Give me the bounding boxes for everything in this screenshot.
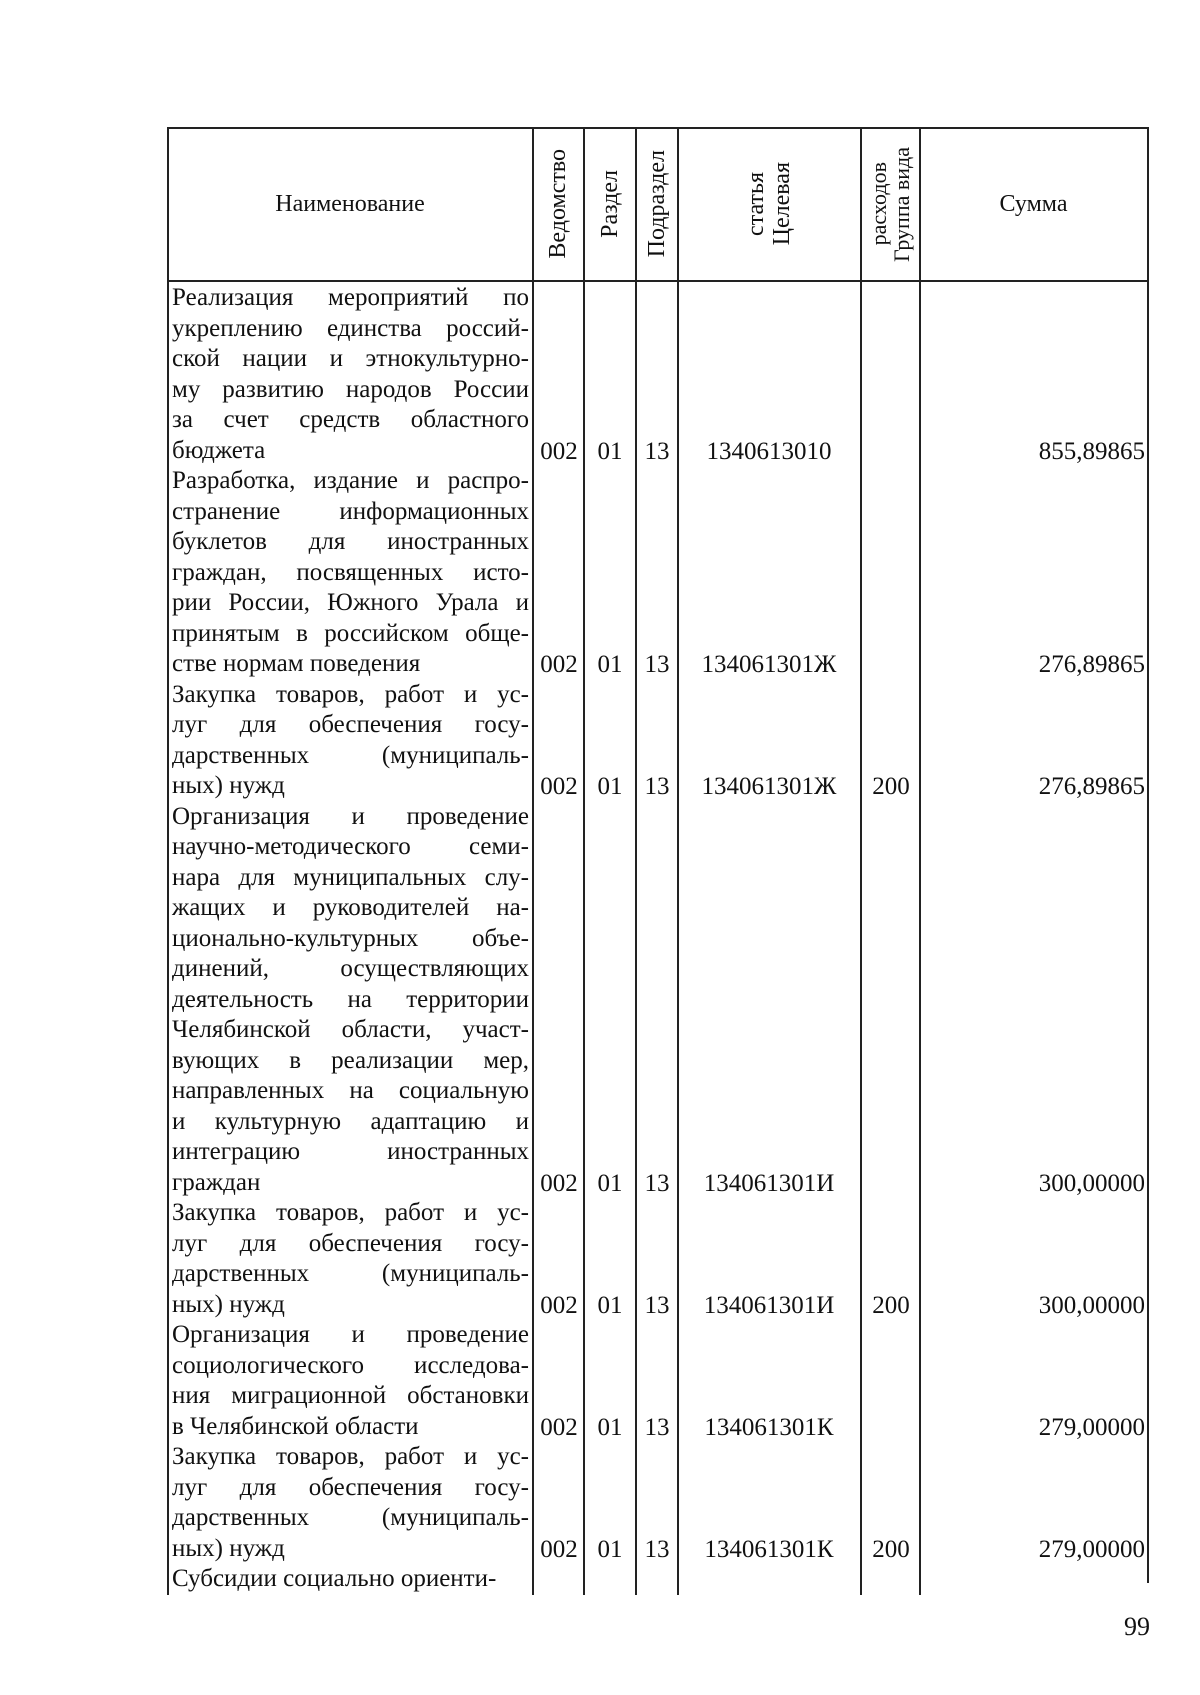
row-summa: 279,00000 bbox=[1038, 1535, 1145, 1563]
header-summa bbox=[920, 128, 1147, 280]
col-border bbox=[860, 127, 862, 1595]
row-name-line: Закупка товаров, работ и ус- bbox=[172, 680, 529, 708]
row-celevaya-statya: 134061301Ж bbox=[701, 773, 837, 800]
col-border bbox=[919, 127, 921, 1595]
row-summa: 300,00000 bbox=[1038, 1169, 1145, 1197]
header-gruppa-line2: расходов bbox=[866, 162, 891, 246]
row-name-line: Организация и проведение bbox=[172, 802, 529, 830]
header-celevaya-line1: Целевая bbox=[769, 162, 795, 246]
row-name-line: ния миграционной обстановки bbox=[172, 1382, 529, 1409]
row-name-line: социологического исследова- bbox=[172, 1351, 529, 1379]
header-name bbox=[168, 128, 532, 280]
row-vedomstvo: 002 bbox=[540, 437, 578, 465]
header-razdel-label: Раздел bbox=[596, 170, 623, 238]
row-name bbox=[172, 802, 529, 1199]
row-name-line: луг для обеспечения госу- bbox=[172, 711, 529, 738]
header-podrazdel bbox=[636, 128, 677, 280]
row-summa: 300,00000 bbox=[1038, 1291, 1145, 1319]
row-razdel: 01 bbox=[597, 773, 623, 800]
row-name bbox=[172, 1564, 529, 1595]
row-name-line: принятым в российском обще- bbox=[172, 619, 529, 647]
row-gruppa: 200 bbox=[872, 773, 910, 800]
row-podrazdel: 13 bbox=[644, 1169, 670, 1197]
row-name-line: стве нормам поведения bbox=[172, 650, 421, 677]
row-name-line: направленных на социальную bbox=[172, 1077, 529, 1104]
row-podrazdel: 13 bbox=[644, 651, 670, 678]
row-summa: 276,89865 bbox=[1038, 773, 1145, 800]
row-razdel: 01 bbox=[597, 1413, 623, 1441]
row-name-line: интеграцию иностранных bbox=[172, 1138, 529, 1165]
row-celevaya-statya: 134061301И bbox=[703, 1169, 835, 1197]
row-podrazdel: 13 bbox=[644, 773, 670, 800]
row-vedomstvo: 002 bbox=[540, 773, 578, 800]
row-podrazdel: 13 bbox=[644, 1535, 670, 1563]
row-name bbox=[172, 466, 529, 680]
row-podrazdel: 13 bbox=[644, 1413, 670, 1441]
row-vedomstvo: 002 bbox=[540, 1291, 578, 1319]
row-name-line: ных) нужд bbox=[172, 1290, 285, 1318]
row-name-line: Закупка товаров, работ и ус- bbox=[172, 1199, 529, 1226]
header-gruppa-vida-raskhodov bbox=[861, 128, 919, 280]
row-name-line: жащих и руководителей на- bbox=[172, 894, 529, 921]
row-name-line: бюджета bbox=[172, 436, 266, 464]
row-razdel: 01 bbox=[597, 1535, 623, 1563]
row-name-line: Субсидии социально ориенти- bbox=[172, 1565, 497, 1592]
row-name-line: нара для муниципальных слу- bbox=[172, 863, 529, 891]
col-border bbox=[583, 127, 585, 1595]
row-summa: 279,00000 bbox=[1038, 1413, 1145, 1441]
row-name-line: му развитию народов России bbox=[172, 375, 529, 403]
row-name bbox=[172, 1442, 529, 1564]
row-name-line: ской нации и этнокультурно- bbox=[172, 345, 529, 372]
row-name-line: ционально-культурных объе- bbox=[172, 924, 529, 952]
row-name-line: дарственных (муниципаль- bbox=[172, 741, 529, 769]
row-celevaya-statya: 134061301К bbox=[704, 1413, 834, 1441]
row-vedomstvo: 002 bbox=[540, 1413, 578, 1441]
row-name-line: дарственных (муниципаль- bbox=[172, 1260, 529, 1287]
col-border bbox=[677, 127, 679, 1595]
row-celevaya-statya: 134061301Ж bbox=[701, 651, 837, 678]
row-name-line: научно-методического семи- bbox=[172, 833, 529, 860]
header-bottom-border bbox=[167, 280, 1149, 282]
row-name-line: укреплению единства россий- bbox=[172, 314, 529, 342]
row-razdel: 01 bbox=[597, 1291, 623, 1319]
header-podrazdel-label: Подраздел bbox=[643, 150, 670, 258]
row-name-line: луг для обеспечения госу- bbox=[172, 1473, 529, 1501]
header-razdel bbox=[584, 128, 635, 280]
row-name-line: Реализация мероприятий по bbox=[172, 284, 529, 311]
row-razdel: 01 bbox=[597, 1169, 623, 1197]
row-vedomstvo: 002 bbox=[540, 1169, 578, 1197]
col-border bbox=[1147, 127, 1149, 1583]
row-name-line: ных) нужд bbox=[172, 772, 285, 799]
row-celevaya-statya: 1340613010 bbox=[706, 437, 832, 465]
row-name-line: рии России, Южного Урала и bbox=[172, 589, 529, 616]
row-vedomstvo: 002 bbox=[540, 651, 578, 678]
row-name-line: Организация и проведение bbox=[172, 1321, 529, 1348]
row-celevaya-statya: 134061301И bbox=[703, 1291, 835, 1319]
row-podrazdel: 13 bbox=[644, 1291, 670, 1319]
page-number: 99 bbox=[1124, 1612, 1150, 1641]
row-name-line: буклетов для иностранных bbox=[172, 528, 529, 555]
row-vedomstvo: 002 bbox=[540, 1535, 578, 1563]
header-gruppa-line1: Группа вида bbox=[889, 146, 914, 262]
row-name-line: странение информационных bbox=[172, 497, 529, 525]
row-gruppa: 200 bbox=[872, 1291, 910, 1319]
header-vedomstvo-label: Ведомство bbox=[545, 149, 571, 259]
header-name-label: Наименование bbox=[275, 191, 425, 217]
row-name bbox=[172, 1198, 529, 1320]
row-name bbox=[172, 283, 529, 466]
row-name-line: динений, осуществляющих bbox=[172, 955, 529, 982]
header-celevaya-statya bbox=[678, 128, 860, 280]
row-name-line: дарственных (муниципаль- bbox=[172, 1504, 529, 1531]
col-border bbox=[635, 127, 637, 1595]
row-razdel: 01 bbox=[597, 651, 623, 678]
row-name-line: в Челябинской области bbox=[172, 1412, 419, 1440]
row-name bbox=[172, 1320, 529, 1442]
header-celevaya-line2: статья bbox=[743, 172, 769, 236]
row-razdel: 01 bbox=[597, 437, 623, 465]
row-name-line: луг для обеспечения госу- bbox=[172, 1229, 529, 1257]
row-name-line: Закупка товаров, работ и ус- bbox=[172, 1443, 529, 1470]
col-border bbox=[532, 127, 534, 1595]
header-summa-label: Сумма bbox=[999, 191, 1068, 217]
row-name-line: и культурную адаптацию и bbox=[172, 1107, 529, 1135]
row-name-line: деятельность на территории bbox=[172, 985, 529, 1013]
header-vedomstvo bbox=[533, 128, 583, 280]
row-name-line: за счет средств областного bbox=[172, 406, 529, 433]
col-border bbox=[167, 127, 169, 1595]
row-name-line: Челябинской области, участ- bbox=[172, 1016, 529, 1043]
row-name-line: Разработка, издание и распро- bbox=[172, 467, 529, 494]
row-celevaya-statya: 134061301К bbox=[704, 1535, 834, 1563]
row-summa: 855,89865 bbox=[1038, 437, 1145, 465]
row-podrazdel: 13 bbox=[644, 437, 670, 465]
row-name-line: вующих в реализации мер, bbox=[172, 1046, 529, 1074]
row-summa: 276,89865 bbox=[1038, 651, 1145, 678]
row-name-line: ных) нужд bbox=[172, 1534, 285, 1562]
row-name bbox=[172, 680, 529, 802]
row-name-line: граждан bbox=[172, 1168, 261, 1196]
row-gruppa: 200 bbox=[872, 1535, 910, 1563]
row-name-line: граждан, посвященных исто- bbox=[172, 558, 529, 586]
